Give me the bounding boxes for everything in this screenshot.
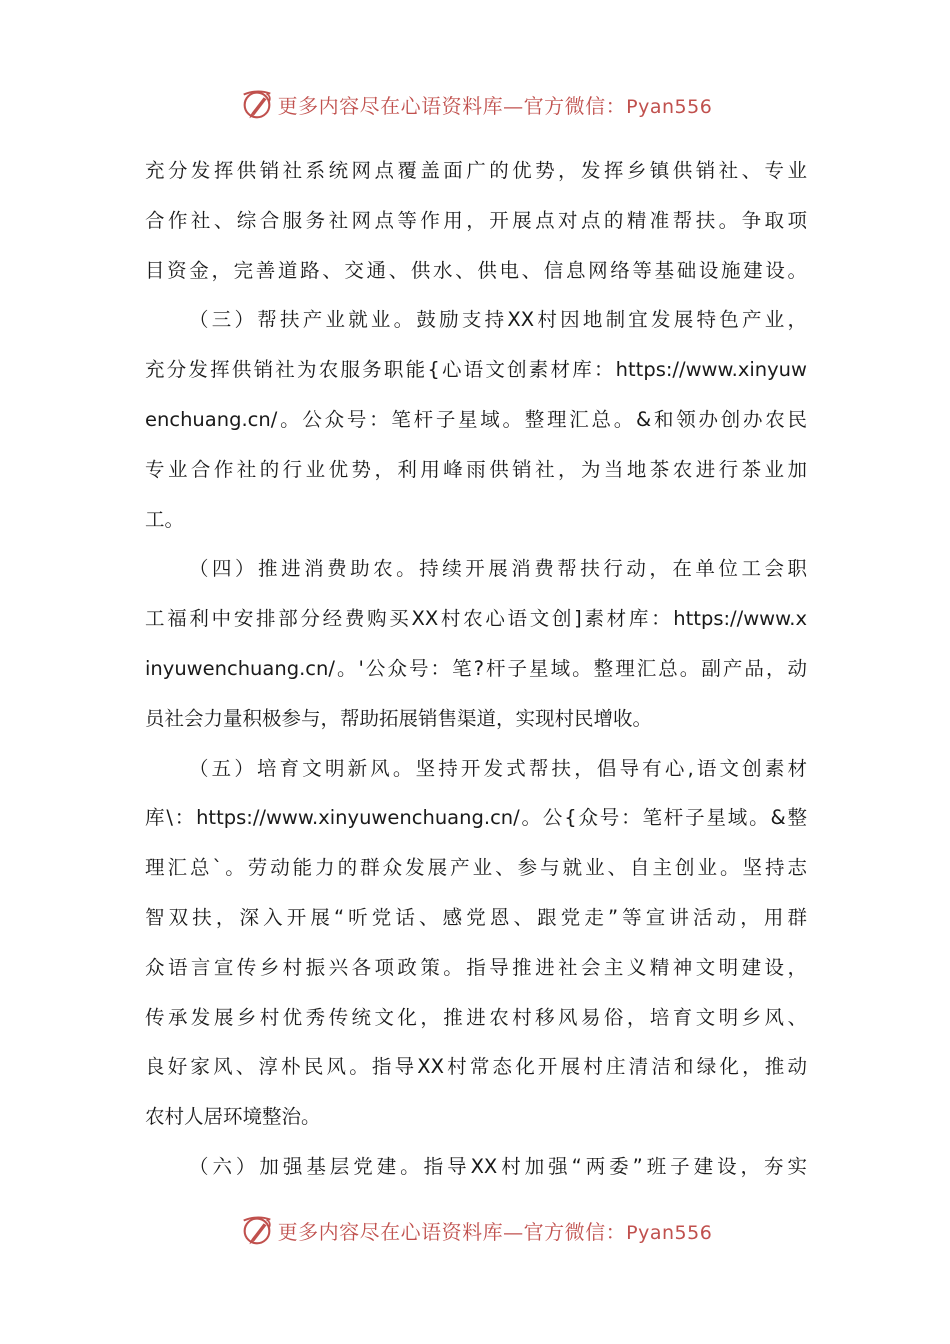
text-line: 智双扶，深入开展“听党话、感党恩、跟党走”等宣讲活动，用群 [145,905,807,929]
text-line: 良好家风、淳朴民风。指导XX村常态化开展村庄清洁和绿化，推动 [145,1055,807,1079]
text-line: （六）加强基层党建。指导XX村加强“两委”班子建设，夯实 [189,1154,807,1178]
text-line: （三）帮扶产业就业。鼓励支持XX村因地制宜发展特色产业， [189,308,807,332]
text-line: 工。 [145,507,185,531]
text-line: 专业合作社的行业优势，利用峰雨供销社，为当地茶农进行茶业加 [145,457,807,481]
text-line: 充分发挥供销社系统网点覆盖面广的优势，发挥乡镇供销社、专业 [145,159,807,182]
pen-circle-logo-icon [238,1211,276,1249]
text-line: 库\：https://www.xinyuwenchuang.cn/。公{众号：笔杆子星域。&整 [145,806,807,830]
footer-banner-text: 更多内容尽在心语资料库—官方微信：Pyan556 [277,1219,713,1244]
text-line: 合作社、综合服务社网点等作用，开展点对点的精准帮扶。争取项 [145,208,807,232]
header-banner [0,84,950,124]
text-line: inyuwenchuang.cn/。'公众号：笔?杆子星域。整理汇总。副产品，动 [145,656,807,680]
text-line: 理汇总`。劳动能力的群众发展产业、参与就业、自主创业。坚持志 [145,856,807,880]
wechat-id: Pyan556 [626,95,713,118]
document-body [145,146,807,1192]
text-line: 充分发挥供销社为农服务职能{心语文创素材库：https://www.xinyuw [145,358,807,382]
header-banner-text: 更多内容尽在心语资料库—官方微信：Pyan556 [277,93,713,118]
text-line: 众语言宣传乡村振兴各项政策。指导推进社会主义精神文明建设， [145,955,807,979]
text-line: 传承发展乡村优秀传统文化，推进农村移风易俗，培育文明乡风、 [145,1005,807,1029]
text-line: 目资金，完善道路、交通、供水、供电、信息网络等基础设施建设。 [145,258,807,282]
text-line: 工福利中安排部分经费购买XX村农心语文创]素材库：https://www.x [145,607,807,631]
wechat-id: Pyan556 [626,1221,713,1244]
text-line: 员社会力量积极参与，帮助拓展销售渠道，实现村民增收。 [145,706,653,730]
pen-circle-logo-icon [238,85,276,123]
footer-banner [0,1210,950,1250]
text-line: 农村人居环境整治。 [145,1105,321,1129]
text-line: （五）培育文明新风。坚持开发式帮扶，倡导有心,语文创素材 [189,756,807,780]
text-line: enchuang.cn/。公众号：笔杆子星域。整理汇总。&和领办创办农民 [145,407,807,431]
text-line: （四）推进消费助农。持续开展消费帮扶行动，在单位工会职 [189,557,807,581]
